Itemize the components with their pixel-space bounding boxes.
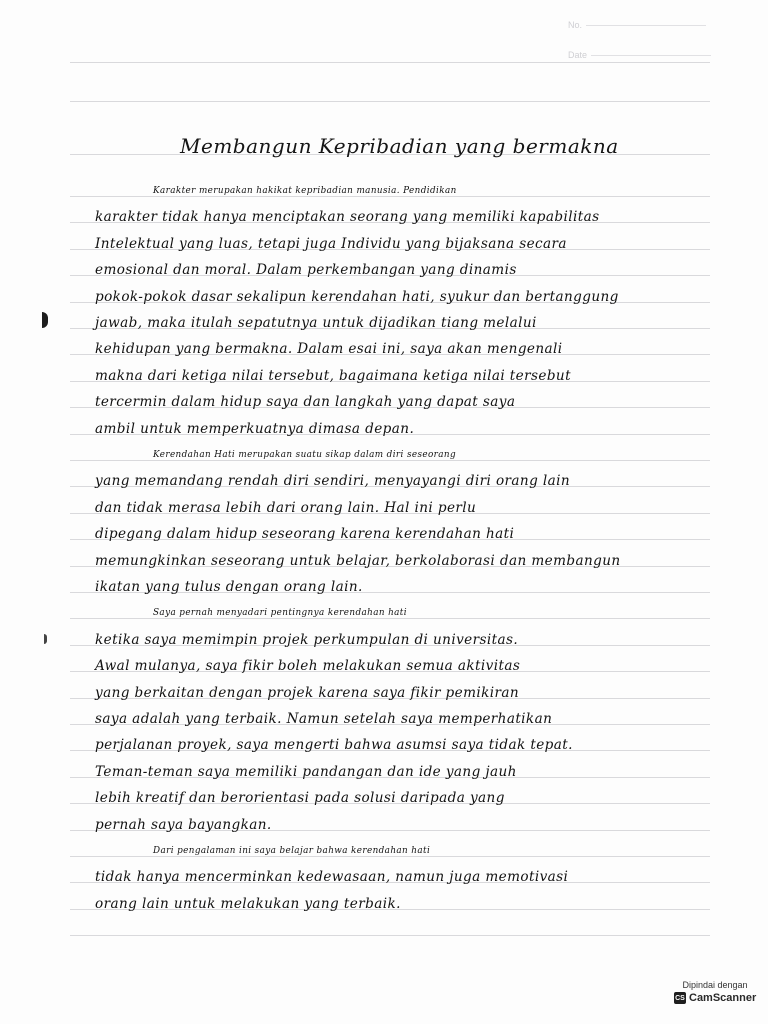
- camscanner-logo-icon: CS: [674, 992, 686, 1004]
- essay-line: tercermin dalam hidup saya dan langkah yang dapat saya: [95, 394, 516, 410]
- scanner-caption: Dipindai dengan: [682, 980, 748, 990]
- essay-line: yang berkaitan dengan projek karena saya fikir pemikiran: [95, 685, 520, 701]
- essay-line: Kerendahan Hati merupakan suatu sikap dalam diri seseorang: [153, 450, 457, 460]
- essay-line: ikatan yang tulus dengan orang lain.: [95, 579, 363, 595]
- essay-title: Membangun Kepribadian yang bermakna: [180, 134, 619, 158]
- essay-line: Karakter merupakan hakikat kepribadian manusia. Pendidikan: [153, 186, 457, 196]
- essay-line: ambil untuk memperkuatnya dimasa depan.: [95, 421, 415, 437]
- header-no-field: [568, 20, 706, 30]
- ruled-line: [70, 62, 710, 63]
- scanner-name: CamScanner: [689, 992, 757, 1004]
- essay-line: orang lain untuk melakukan yang terbaik.: [95, 896, 401, 912]
- essay-line: Awal mulanya, saya fikir boleh melakukan semua aktivitas: [95, 658, 521, 674]
- ruled-line: [70, 101, 710, 102]
- binder-hole-small-icon: [44, 634, 47, 644]
- essay-line: ketika saya memimpin projek perkumpulan di universitas.: [95, 632, 519, 648]
- header-date-label: Date: [568, 50, 588, 60]
- header-no-label: No.: [568, 20, 583, 30]
- essay-line: jawab, maka itulah sepatutnya untuk dijadikan tiang melalui: [95, 315, 537, 331]
- essay-line: pernah saya bayangkan.: [95, 817, 272, 833]
- essay-line: Saya pernah menyadari pentingnya kerendahan hati: [153, 608, 407, 618]
- essay-line: lebih kreatif dan berorientasi pada solusi daripada yang: [95, 790, 505, 806]
- essay-line: dipegang dalam hidup seseorang karena kerendahan hati: [95, 526, 515, 542]
- essay-line: tidak hanya mencerminkan kedewasaan, namun juga memotivasi: [95, 869, 569, 885]
- essay-line: karakter tidak hanya menciptakan seorang yang memiliki kapabilitas: [95, 209, 600, 225]
- camscanner-watermark: [668, 980, 762, 1014]
- essay-line: makna dari ketiga nilai tersebut, bagaimana ketiga nilai tersebut: [95, 368, 571, 384]
- essay-line: pokok-pokok dasar sekalipun kerendahan hati, syukur dan bertanggung: [95, 289, 619, 305]
- essay-line: Dari pengalaman ini saya belajar bahwa kerendahan hati: [153, 846, 431, 856]
- binder-hole-icon: [42, 312, 48, 328]
- essay-line: yang memandang rendah diri sendiri, menyayangi diri orang lain: [95, 473, 571, 489]
- essay-line: memungkinkan seseorang untuk belajar, berkolaborasi dan membangun: [95, 553, 621, 569]
- essay-line: Teman-teman saya memiliki pandangan dan ide yang jauh: [95, 764, 517, 780]
- ruled-line: [70, 935, 710, 936]
- header-date-line: [591, 55, 711, 56]
- essay-line: perjalanan proyek, saya mengerti bahwa asumsi saya tidak tepat.: [95, 737, 573, 753]
- essay-line: kehidupan yang bermakna. Dalam esai ini, saya akan mengenali: [95, 341, 563, 357]
- header-date-field: [568, 50, 711, 60]
- essay-line: Intelektual yang luas, tetapi juga Individu yang bijaksana secara: [95, 236, 567, 252]
- header-no-line: [586, 25, 706, 26]
- essay-line: saya adalah yang terbaik. Namun setelah saya memperhatikan: [95, 711, 553, 727]
- scanner-brand: [674, 992, 762, 1004]
- essay-line: emosional dan moral. Dalam perkembangan yang dinamis: [95, 262, 517, 278]
- essay-line: dan tidak merasa lebih dari orang lain. Hal ini perlu: [95, 500, 477, 516]
